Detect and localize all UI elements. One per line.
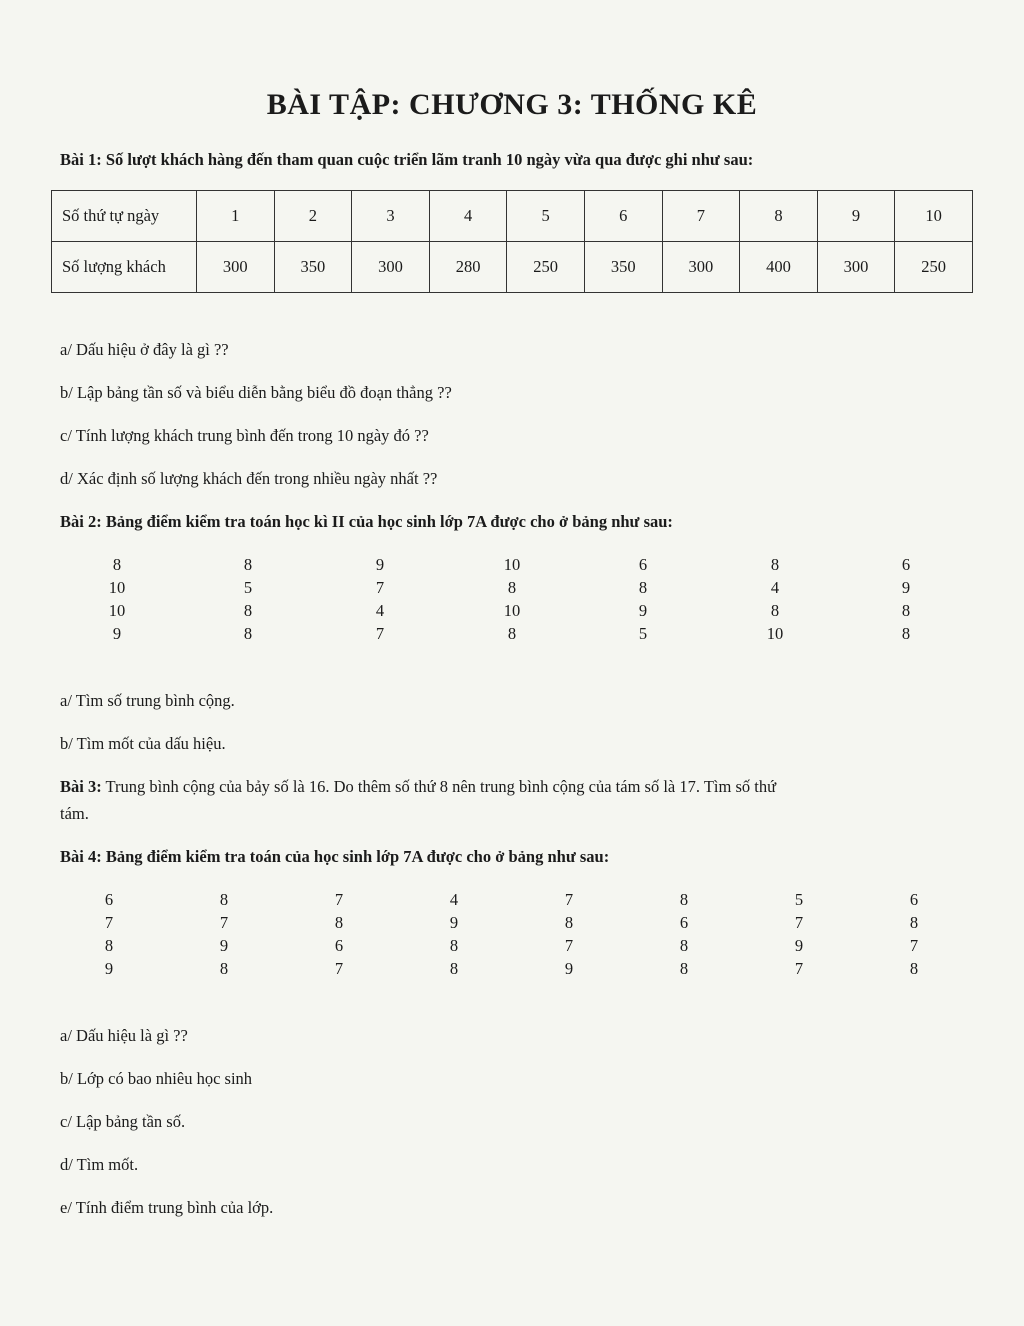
day-cell: 6 — [584, 191, 662, 242]
visitor-cell: 300 — [817, 242, 895, 293]
score-cell: 8 — [219, 959, 229, 978]
score-cell: 7 — [564, 936, 574, 955]
row-header-day: Số thứ tự ngày — [52, 191, 197, 242]
score-cell: 5 — [794, 890, 804, 909]
bai2-heading — [60, 512, 673, 532]
bai1-text: Số lượt khách hàng đến tham quan cuộc triển lãm tranh 10 ngày vừa qua được ghi như sau: — [101, 150, 754, 169]
score-cell: 10 — [503, 555, 521, 574]
score-cell: 9 — [375, 555, 385, 574]
visitor-cell: 280 — [429, 242, 507, 293]
visitor-cell: 350 — [274, 242, 352, 293]
score-cell: 4 — [770, 578, 780, 597]
score-cell: 9 — [901, 578, 911, 597]
score-cell: 7 — [219, 913, 229, 932]
bai3-label: Bài 3: — [60, 777, 102, 796]
bai1-question-a: a/ Dấu hiệu ở đây là gì ?? — [60, 340, 229, 359]
score-cell: 9 — [112, 624, 122, 643]
bai1-question-c: c/ Tính lượng khách trung bình đến trong 10 ngày đó ?? — [60, 426, 429, 445]
table-row-visitors — [52, 242, 973, 293]
score-cell: 8 — [507, 624, 517, 643]
score-cell: 8 — [901, 624, 911, 643]
score-cell: 9 — [449, 913, 459, 932]
score-cell: 4 — [449, 890, 459, 909]
visitor-cell: 350 — [584, 242, 662, 293]
score-cell: 6 — [901, 555, 911, 574]
score-cell: 9 — [104, 959, 114, 978]
score-cell: 8 — [770, 601, 780, 620]
bai1-label: Bài 1: — [60, 150, 102, 169]
visitors-table — [51, 190, 973, 293]
score-cell: 8 — [638, 578, 648, 597]
score-cell: 7 — [375, 578, 385, 597]
score-cell: 8 — [909, 959, 919, 978]
score-cell: 10 — [503, 601, 521, 620]
score-cell: 9 — [219, 936, 229, 955]
bai1-question-d: d/ Xác định số lượng khách đến trong nhiều ngày nhất ?? — [60, 469, 438, 488]
score-cell: 6 — [334, 936, 344, 955]
bai2-question-b: b/ Tìm mốt của dấu hiệu. — [60, 734, 226, 753]
score-cell: 8 — [449, 936, 459, 955]
day-cell: 9 — [817, 191, 895, 242]
score-cell: 10 — [108, 601, 126, 620]
day-cell: 1 — [197, 191, 275, 242]
day-cell: 5 — [507, 191, 585, 242]
visitor-cell: 400 — [740, 242, 818, 293]
day-cell: 8 — [740, 191, 818, 242]
bai2-text: Bảng điểm kiểm tra toán học kì II của học sinh lớp 7A được cho ở bảng như sau: — [101, 512, 673, 531]
day-cell: 7 — [662, 191, 740, 242]
score-cell: 6 — [638, 555, 648, 574]
bai4-question-a: a/ Dấu hiệu là gì ?? — [60, 1026, 188, 1045]
bai2-label: Bài 2: — [60, 512, 102, 531]
score-cell: 7 — [334, 959, 344, 978]
score-cell: 8 — [679, 959, 689, 978]
score-cell: 7 — [104, 913, 114, 932]
score-cell: 7 — [794, 913, 804, 932]
day-cell: 2 — [274, 191, 352, 242]
score-cell: 10 — [108, 578, 126, 597]
score-cell: 8 — [564, 913, 574, 932]
score-cell: 8 — [679, 890, 689, 909]
visitor-cell: 300 — [352, 242, 430, 293]
score-cell: 8 — [909, 913, 919, 932]
score-cell: 6 — [909, 890, 919, 909]
bai4-question-e: e/ Tính điểm trung bình của lớp. — [60, 1198, 274, 1217]
day-cell: 3 — [352, 191, 430, 242]
bai4-heading — [60, 847, 609, 867]
day-cell: 4 — [429, 191, 507, 242]
page-title: BÀI TẬP: CHƯƠNG 3: THỐNG KÊ — [266, 88, 758, 121]
row-header-visitors: Số lượng khách — [52, 242, 197, 293]
score-cell: 9 — [564, 959, 574, 978]
bai2-question-a: a/ Tìm số trung bình cộng. — [60, 691, 235, 710]
bai4-question-b: b/ Lớp có bao nhiêu học sinh — [60, 1069, 253, 1088]
score-cell: 5 — [243, 578, 253, 597]
table-row-day — [52, 191, 973, 242]
day-cell: 10 — [895, 191, 973, 242]
bai4-question-d: d/ Tìm mốt. — [60, 1155, 139, 1174]
bai3-text: Trung bình cộng của bảy số là 16. Do thêm số thứ 8 nên trung bình cộng của tám số là 17. Tìm số thứ — [101, 777, 777, 796]
bai4-text: Bảng điểm kiểm tra toán của học sinh lớp 7A được cho ở bảng như sau: — [101, 847, 610, 866]
bai3-heading — [60, 777, 776, 797]
score-cell: 8 — [449, 959, 459, 978]
score-cell: 7 — [909, 936, 919, 955]
bai1-question-b: b/ Lập bảng tần số và biểu diễn bằng biểu đồ đoạn thẳng ?? — [60, 383, 452, 402]
score-cell: 7 — [794, 959, 804, 978]
visitor-cell: 250 — [895, 242, 973, 293]
score-cell: 10 — [766, 624, 784, 643]
score-cell: 7 — [334, 890, 344, 909]
score-cell: 6 — [104, 890, 114, 909]
visitor-cell: 300 — [662, 242, 740, 293]
score-cell: 8 — [112, 555, 122, 574]
score-cell: 8 — [770, 555, 780, 574]
score-cell: 7 — [375, 624, 385, 643]
score-cell: 8 — [507, 578, 517, 597]
score-cell: 8 — [679, 936, 689, 955]
score-cell: 8 — [243, 601, 253, 620]
bai3-text-line2: tám. — [60, 804, 89, 823]
score-cell: 8 — [901, 601, 911, 620]
visitor-cell: 250 — [507, 242, 585, 293]
bai4-question-c: c/ Lập bảng tần số. — [60, 1112, 186, 1131]
bai4-label: Bài 4: — [60, 847, 102, 866]
score-cell: 8 — [243, 555, 253, 574]
score-cell: 8 — [219, 890, 229, 909]
score-cell: 9 — [638, 601, 648, 620]
score-cell: 8 — [334, 913, 344, 932]
score-cell: 8 — [243, 624, 253, 643]
score-cell: 6 — [679, 913, 689, 932]
score-cell: 7 — [564, 890, 574, 909]
score-cell: 9 — [794, 936, 804, 955]
score-cell: 8 — [104, 936, 114, 955]
score-cell: 4 — [375, 601, 385, 620]
visitor-cell: 300 — [197, 242, 275, 293]
bai1-heading — [60, 150, 753, 170]
score-cell: 5 — [638, 624, 648, 643]
